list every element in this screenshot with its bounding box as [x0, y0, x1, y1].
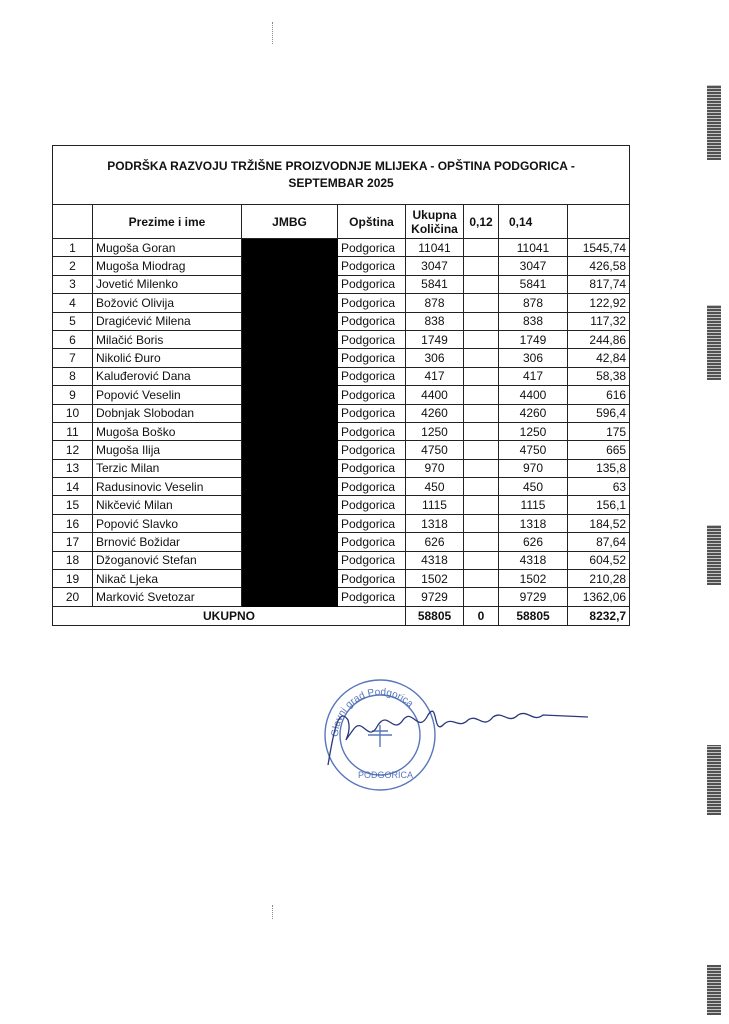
quantity-012 [464, 312, 499, 330]
jmbg-redacted [242, 551, 338, 569]
quantity-014: 838 [499, 312, 568, 330]
total-row [53, 606, 630, 625]
table-row [53, 551, 630, 569]
table-row [53, 459, 630, 477]
total-quantity: 1749 [406, 330, 464, 348]
amount: 135,8 [568, 459, 630, 477]
quantity-012 [464, 404, 499, 422]
quantity-014: 450 [499, 478, 568, 496]
total-quantity: 4260 [406, 404, 464, 422]
quantity-012 [464, 533, 499, 551]
row-number: 6 [53, 330, 93, 348]
municipality: Podgorica [338, 330, 406, 348]
quantity-012 [464, 570, 499, 588]
table-row [53, 294, 630, 312]
quantity-014: 878 [499, 294, 568, 312]
row-number: 1 [53, 239, 93, 257]
header-ukupna-l1: Ukupna [412, 207, 457, 222]
title-line: SEPTEMBAR 2025 [288, 176, 394, 190]
farmer-name: Dragićević Milena [93, 312, 242, 330]
scan-edge-mark [707, 745, 721, 815]
table-row [53, 533, 630, 551]
table-row [53, 367, 630, 385]
quantity-012 [464, 496, 499, 514]
farmer-name: Radusinovic Veselin [93, 478, 242, 496]
table-row [53, 570, 630, 588]
amount: 1545,74 [568, 239, 630, 257]
total-012: 0 [464, 606, 499, 625]
quantity-014: 4318 [499, 551, 568, 569]
quantity-014: 1318 [499, 514, 568, 532]
total-quantity: 4400 [406, 386, 464, 404]
municipality: Podgorica [338, 514, 406, 532]
quantity-012 [464, 367, 499, 385]
quantity-014: 1115 [499, 496, 568, 514]
total-quantity: 11041 [406, 239, 464, 257]
row-number: 20 [53, 588, 93, 606]
total-quantity: 306 [406, 349, 464, 367]
farmer-name: Mugoša Miodrag [93, 257, 242, 275]
row-number: 14 [53, 478, 93, 496]
header-ukupna [406, 205, 464, 239]
jmbg-redacted [242, 422, 338, 440]
scan-edge-mark [707, 85, 721, 160]
municipality: Podgorica [338, 257, 406, 275]
table-row [53, 422, 630, 440]
table-row [53, 275, 630, 293]
jmbg-redacted [242, 239, 338, 257]
row-number: 2 [53, 257, 93, 275]
amount: 596,4 [568, 404, 630, 422]
row-number: 3 [53, 275, 93, 293]
jmbg-redacted [242, 496, 338, 514]
row-number: 8 [53, 367, 93, 385]
quantity-012 [464, 330, 499, 348]
table-row [53, 478, 630, 496]
quantity-014: 417 [499, 367, 568, 385]
row-number: 12 [53, 441, 93, 459]
total-quantity: 1115 [406, 496, 464, 514]
quantity-012 [464, 441, 499, 459]
farmer-name: Mugoša Boško [93, 422, 242, 440]
municipality: Podgorica [338, 349, 406, 367]
farmer-name: Mugoša Ilija [93, 441, 242, 459]
farmer-name: Milačić Boris [93, 330, 242, 348]
header-amount [568, 205, 630, 239]
quantity-012 [464, 386, 499, 404]
jmbg-redacted [242, 294, 338, 312]
total-quantity: 878 [406, 294, 464, 312]
row-number: 10 [53, 404, 93, 422]
quantity-012 [464, 478, 499, 496]
jmbg-redacted [242, 588, 338, 606]
amount: 63 [568, 478, 630, 496]
farmer-name: Jovetić Milenko [93, 275, 242, 293]
amount: 156,1 [568, 496, 630, 514]
table-row [53, 441, 630, 459]
municipality: Podgorica [338, 422, 406, 440]
table-row [53, 404, 630, 422]
total-quantity: 970 [406, 459, 464, 477]
jmbg-redacted [242, 257, 338, 275]
amount: 604,52 [568, 551, 630, 569]
jmbg-redacted [242, 367, 338, 385]
quantity-014: 11041 [499, 239, 568, 257]
municipality: Podgorica [338, 570, 406, 588]
quantity-012 [464, 239, 499, 257]
quantity-014: 970 [499, 459, 568, 477]
jmbg-redacted [242, 404, 338, 422]
amount: 87,64 [568, 533, 630, 551]
amount: 175 [568, 422, 630, 440]
amount: 58,38 [568, 367, 630, 385]
row-number: 11 [53, 422, 93, 440]
amount: 1362,06 [568, 588, 630, 606]
quantity-014: 9729 [499, 588, 568, 606]
jmbg-redacted [242, 330, 338, 348]
municipality: Podgorica [338, 367, 406, 385]
table-row [53, 257, 630, 275]
title-line: PODRŠKA RAZVOJU TRŽIŠNE PROIZVODNJE MLIJEKA - OPŠTINA PODGORICA - [107, 159, 575, 173]
quantity-012 [464, 551, 499, 569]
farmer-name: Mugoša Goran [93, 239, 242, 257]
farmer-name: Nikčević Milan [93, 496, 242, 514]
row-number: 15 [53, 496, 93, 514]
row-number: 18 [53, 551, 93, 569]
row-number: 7 [53, 349, 93, 367]
amount: 665 [568, 441, 630, 459]
quantity-012 [464, 514, 499, 532]
title-row [53, 146, 630, 205]
quantity-014: 1749 [499, 330, 568, 348]
quantity-012 [464, 294, 499, 312]
farmer-name: Džoganović Stefan [93, 551, 242, 569]
scan-edge-mark [707, 525, 721, 585]
row-number: 13 [53, 459, 93, 477]
quantity-014: 1250 [499, 422, 568, 440]
row-number: 5 [53, 312, 93, 330]
jmbg-redacted [242, 533, 338, 551]
header-rate-014: 0,14 [499, 205, 568, 239]
jmbg-redacted [242, 478, 338, 496]
farmer-name: Marković Svetozar [93, 588, 242, 606]
farmer-name: Nikač Ljeka [93, 570, 242, 588]
quantity-012 [464, 422, 499, 440]
jmbg-redacted [242, 275, 338, 293]
municipality: Podgorica [338, 478, 406, 496]
total-label: UKUPNO [53, 606, 406, 625]
total-quantity: 1502 [406, 570, 464, 588]
row-number: 4 [53, 294, 93, 312]
quantity-014: 626 [499, 533, 568, 551]
jmbg-redacted [242, 312, 338, 330]
municipality: Podgorica [338, 312, 406, 330]
quantity-014: 4750 [499, 441, 568, 459]
municipality: Podgorica [338, 441, 406, 459]
total-amount: 8232,7 [568, 606, 630, 625]
farmer-name: Nikolić Đuro [93, 349, 242, 367]
header-row [53, 205, 630, 239]
amount: 244,86 [568, 330, 630, 348]
farmer-name: Kaluđerović Dana [93, 367, 242, 385]
stamp-city: PODGORICA [358, 770, 414, 780]
municipality: Podgorica [338, 588, 406, 606]
total-quantity: 3047 [406, 257, 464, 275]
jmbg-redacted [242, 441, 338, 459]
amount: 817,74 [568, 275, 630, 293]
table-row [53, 239, 630, 257]
official-stamp [318, 675, 608, 795]
farmer-name: Popović Veselin [93, 386, 242, 404]
scan-mark [272, 905, 275, 919]
total-quantity: 417 [406, 367, 464, 385]
amount: 42,84 [568, 349, 630, 367]
header-rate-012: 0,12 [464, 205, 499, 239]
document-title [53, 146, 630, 205]
header-opstina: Opština [338, 205, 406, 239]
total-quantity: 838 [406, 312, 464, 330]
quantity-014: 306 [499, 349, 568, 367]
signature [328, 711, 588, 765]
municipality: Podgorica [338, 496, 406, 514]
amount: 122,92 [568, 294, 630, 312]
jmbg-redacted [242, 386, 338, 404]
header-jmbg: JMBG [242, 205, 338, 239]
quantity-014: 5841 [499, 275, 568, 293]
quantity-012 [464, 349, 499, 367]
jmbg-redacted [242, 459, 338, 477]
total-quantity: 1250 [406, 422, 464, 440]
quantity-012 [464, 275, 499, 293]
quantity-012 [464, 257, 499, 275]
quantity-012 [464, 588, 499, 606]
farmer-name: Popović Slavko [93, 514, 242, 532]
quantity-012 [464, 459, 499, 477]
amount: 184,52 [568, 514, 630, 532]
quantity-014: 3047 [499, 257, 568, 275]
table-row [53, 349, 630, 367]
table-row [53, 330, 630, 348]
amount: 210,28 [568, 570, 630, 588]
quantity-014: 1502 [499, 570, 568, 588]
total-quantity: 5841 [406, 275, 464, 293]
payment-table [52, 145, 630, 626]
municipality: Podgorica [338, 275, 406, 293]
header-ukupna-l2: Količina [411, 221, 458, 236]
table-row [53, 514, 630, 532]
header-name: Prezime i ime [93, 205, 242, 239]
amount: 616 [568, 386, 630, 404]
total-014: 58805 [499, 606, 568, 625]
scan-edge-mark [707, 305, 721, 380]
table-row [53, 312, 630, 330]
stamp-text: Glavni grad Podgorica [329, 686, 416, 738]
jmbg-redacted [242, 570, 338, 588]
jmbg-redacted [242, 514, 338, 532]
total-quantity: 9729 [406, 588, 464, 606]
farmer-name: Božović Olivija [93, 294, 242, 312]
municipality: Podgorica [338, 386, 406, 404]
municipality: Podgorica [338, 551, 406, 569]
amount: 426,58 [568, 257, 630, 275]
farmer-name: Brnović Božidar [93, 533, 242, 551]
row-number: 19 [53, 570, 93, 588]
total-quantity: 626 [406, 533, 464, 551]
farmer-name: Terzic Milan [93, 459, 242, 477]
jmbg-redacted [242, 349, 338, 367]
municipality: Podgorica [338, 404, 406, 422]
table-row [53, 386, 630, 404]
total-quantity: 4318 [406, 551, 464, 569]
table-row [53, 496, 630, 514]
header-no [53, 205, 93, 239]
municipality: Podgorica [338, 294, 406, 312]
quantity-014: 4260 [499, 404, 568, 422]
row-number: 16 [53, 514, 93, 532]
total-quantity: 1318 [406, 514, 464, 532]
amount: 117,32 [568, 312, 630, 330]
municipality: Podgorica [338, 533, 406, 551]
total-quantity: 450 [406, 478, 464, 496]
total-quantity: 4750 [406, 441, 464, 459]
municipality: Podgorica [338, 459, 406, 477]
scan-edge-mark [707, 965, 721, 1015]
quantity-014: 4400 [499, 386, 568, 404]
municipality: Podgorica [338, 239, 406, 257]
table-row [53, 588, 630, 606]
farmer-name: Dobnjak Slobodan [93, 404, 242, 422]
scan-mark [272, 22, 275, 44]
row-number: 17 [53, 533, 93, 551]
row-number: 9 [53, 386, 93, 404]
total-quantity: 58805 [406, 606, 464, 625]
